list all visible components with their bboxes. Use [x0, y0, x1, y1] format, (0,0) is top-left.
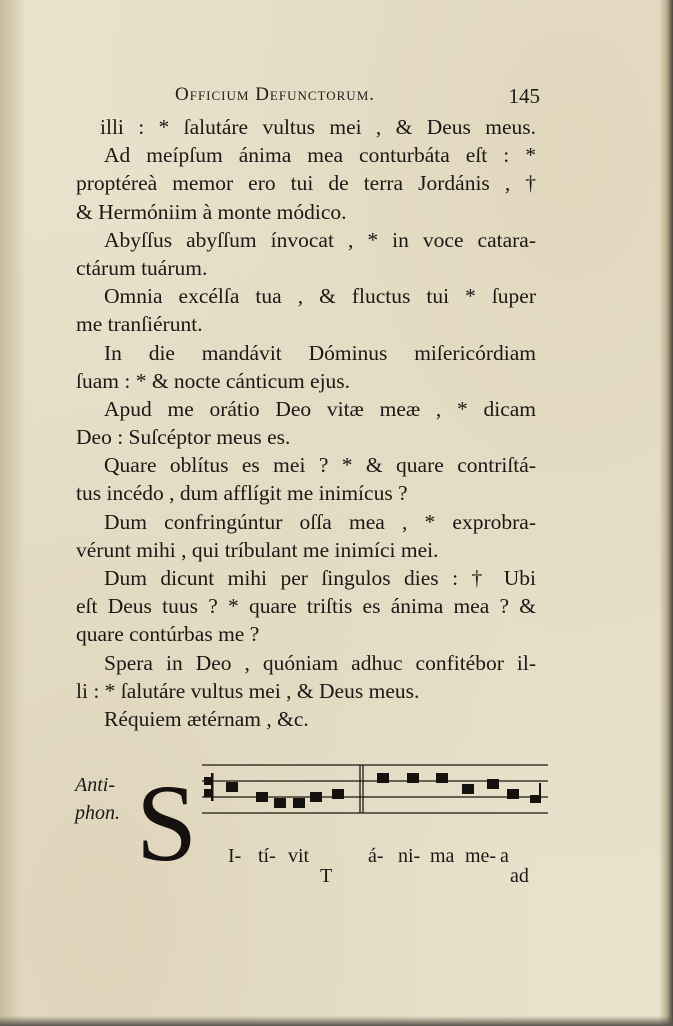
text-line: vérunt mihi , qui tríbulant me inimíci mei. — [76, 537, 439, 562]
running-header — [150, 84, 550, 114]
syllable: me- — [465, 845, 497, 867]
text-line: ſuam : * & nocte cánticum ejus. — [76, 368, 351, 393]
text-line: In die mandávit Dóminus miſericórdiam — [104, 340, 536, 365]
running-title: Officium Defunctorum. — [175, 84, 376, 105]
antiphon-chant — [70, 745, 570, 905]
psalm-text — [76, 113, 536, 733]
text-line: Apud me orátio Deo vitæ meæ , * dicam — [104, 396, 536, 421]
text-line: li : * ſalutáre vultus mei , & Deus meus. — [76, 678, 420, 703]
antiphon-label-line: phon. — [75, 802, 120, 824]
syllable: tí- — [258, 845, 276, 867]
page-edge-right — [659, 0, 673, 1026]
syllable: a — [500, 845, 509, 867]
text-line: Omnia excélſa tua , & fluctus tui * ſuper — [104, 284, 536, 309]
page-gutter — [0, 0, 26, 1026]
text-line: quare contúrbas me ? — [76, 622, 260, 647]
next-line-text: ad — [510, 865, 529, 887]
text-line: me tranſiérunt. — [76, 312, 203, 337]
text-line: illi : * ſalutáre vultus mei , & Deus meus. — [100, 115, 536, 139]
syllable: á- — [368, 845, 384, 867]
text-line: Deo : Suſcéptor meus es. — [76, 425, 291, 450]
text-line: eſt Deus tuus ? * quare triſtis es ánima mea ? & — [76, 594, 536, 619]
text-line: Dum dicunt mihi per ſingulos dies : † Ubi — [104, 566, 536, 590]
drop-cap-initial: S — [136, 762, 198, 884]
next-line-text: T — [320, 865, 333, 887]
text-line: & Hermóniim à monte módico. — [76, 199, 347, 224]
text-line: Dum confringúntur oſſa mea , * exprobra- — [104, 509, 536, 534]
page-edge-bottom — [0, 1016, 673, 1026]
syllable: I- — [228, 845, 242, 867]
syllable: ni- — [398, 845, 421, 867]
text-line: tus incédo , dum afflígit me inimícus ? — [76, 481, 408, 506]
clef-mark — [204, 773, 214, 801]
text-line: Spera in Deo , quóniam adhuc confitébor il- — [104, 650, 536, 675]
syllable: ma — [430, 845, 455, 867]
text-line: Abyſſus abyſſum ínvocat , * in voce catara- — [104, 227, 536, 252]
text-line: ctárum tuárum. — [76, 255, 208, 280]
text-line: Réquiem ætérnam , &c. — [104, 706, 309, 731]
antiphon-label-line: Anti- — [75, 774, 115, 796]
text-line: Quare oblítus es mei ? * & quare contriſtá- — [104, 453, 536, 478]
antiphon-label — [75, 771, 120, 827]
lyric-syllables — [228, 845, 548, 871]
music-staff — [200, 755, 550, 835]
syllable: vit — [288, 845, 310, 867]
neume-notes — [226, 773, 541, 808]
text-line: Ad meípſum ánima mea conturbáta eſt : * — [104, 143, 536, 168]
page-number: 145 — [508, 84, 540, 108]
text-line: proptéreà memor ero tui de terra Jordánis , † — [76, 171, 536, 196]
